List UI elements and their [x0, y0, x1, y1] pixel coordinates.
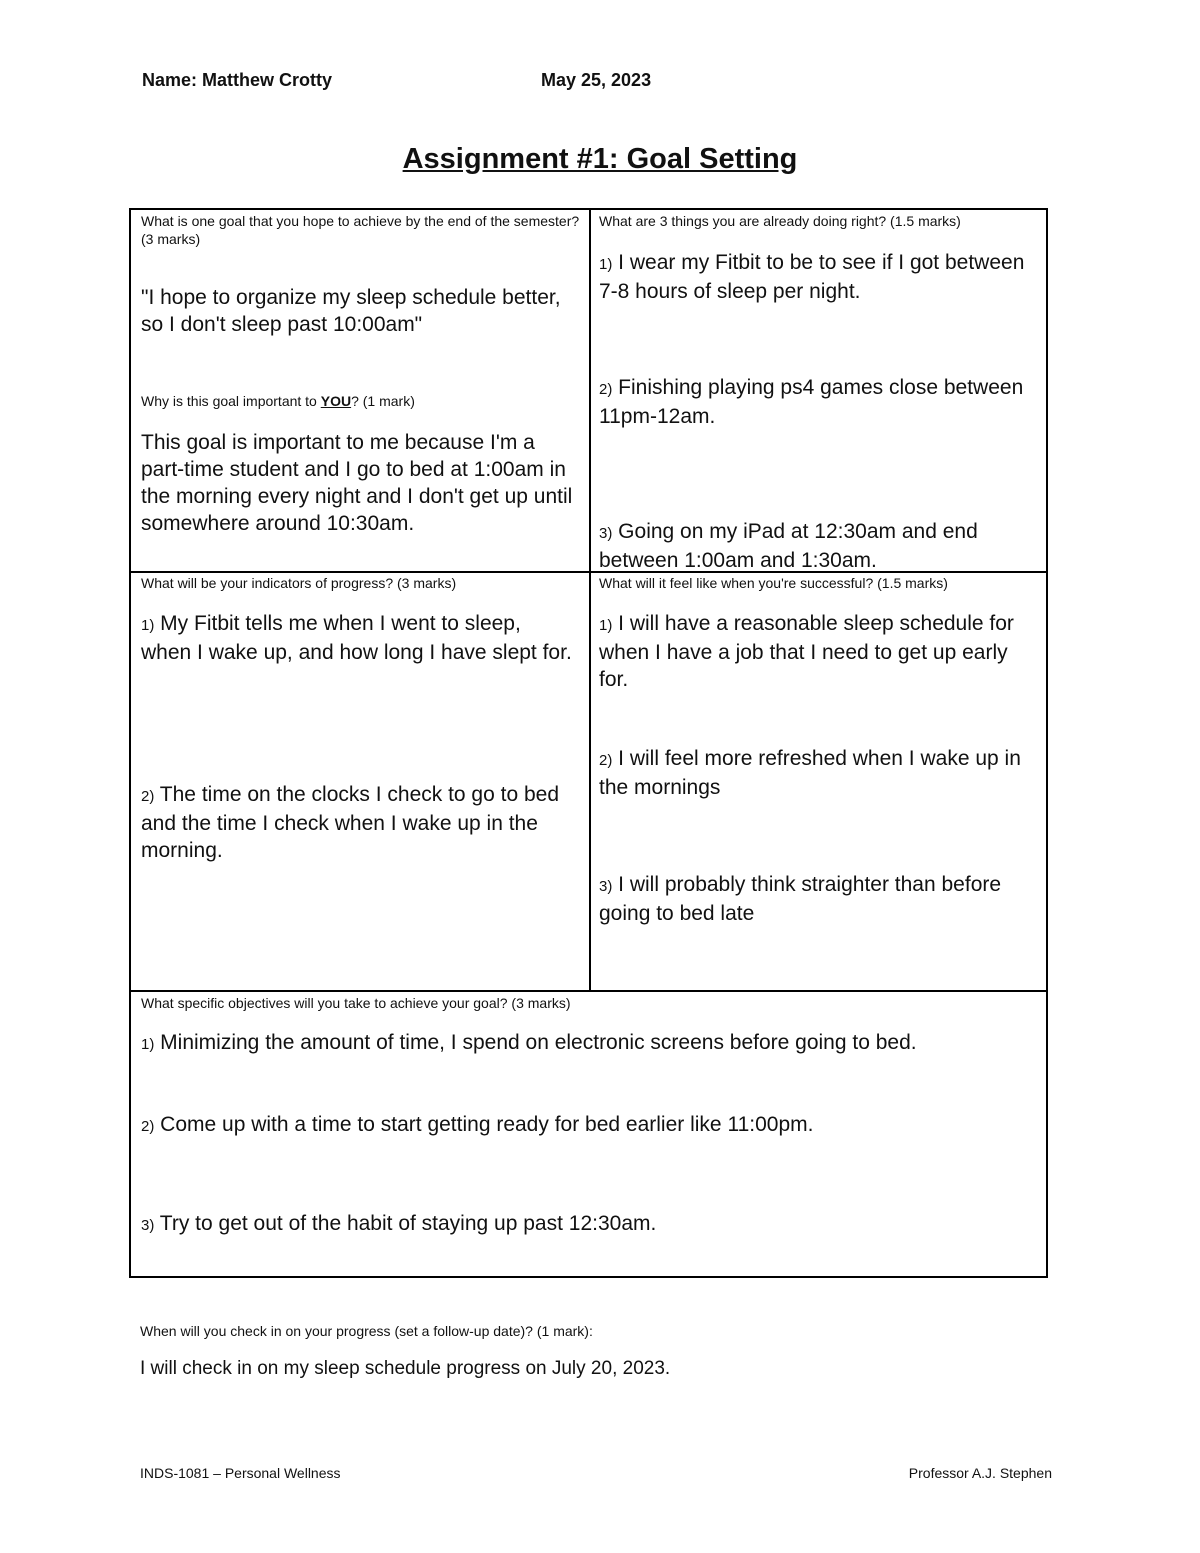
item-number: 3): [141, 1217, 155, 1234]
doing-right-item-2: [599, 374, 1039, 430]
item-number: 1): [599, 256, 613, 273]
importance-question: [141, 392, 581, 410]
goal-setting-table: [129, 208, 1048, 1278]
item-number: 1): [141, 617, 155, 634]
row-divider-2: [131, 990, 1046, 992]
item-text: I wear my Fitbit to be to see if I got between 7-8 hours of sleep per night.: [599, 251, 1025, 303]
item-text: I will feel more refreshed when I wake up in the mornings: [599, 747, 1021, 799]
objectives-item-1: [141, 1029, 1036, 1058]
indicators-question: What will be your indicators of progress? (3 marks): [141, 575, 457, 591]
doing-right-question: What are 3 things you are already doing right? (1.5 marks): [599, 213, 961, 229]
footer-course: INDS-1081 – Personal Wellness: [140, 1465, 341, 1481]
item-number: 3): [599, 878, 613, 895]
item-text: I will have a reasonable sleep schedule for when I have a job that I need to get up early for.: [599, 612, 1014, 691]
item-number: 3): [599, 525, 613, 542]
importance-answer: This goal is important to me because I'm a part-time student and I go to bed at 1:00am in the morning every night and I don't get up until somewhere around 10:30am.: [141, 431, 573, 535]
item-text: My Fitbit tells me when I went to sleep, when I wake up, and how long I have slept for.: [141, 612, 572, 664]
doing-right-item-3: [599, 518, 1039, 574]
importance-question-prefix: Why is this goal important to: [141, 393, 321, 409]
goal-answer: "I hope to organize my sleep schedule better, so I don't sleep past 10:00am": [141, 286, 561, 336]
importance-question-suffix: ? (1 mark): [351, 393, 415, 409]
item-text: Try to get out of the habit of staying up past 12:30am.: [154, 1212, 657, 1235]
item-text: I will probably think straighter than before going to bed late: [599, 873, 1002, 925]
item-text: Finishing playing ps4 games close between 11pm-12am.: [599, 376, 1024, 428]
success-item-2: [599, 745, 1039, 801]
objectives-item-3: [141, 1210, 1036, 1239]
item-text: The time on the clocks I check to go to bed and the time I check when I wake up in the morning.: [141, 783, 560, 862]
objectives-item-2: [141, 1111, 1036, 1140]
item-text: Come up with a time to start getting ready for bed earlier like 11:00pm.: [154, 1113, 814, 1136]
success-item-3: [599, 871, 1039, 927]
column-divider: [589, 210, 591, 992]
doing-right-item-1: [599, 249, 1039, 305]
item-number: 1): [599, 617, 613, 634]
goal-question: What is one goal that you hope to achieve by the end of the semester? (3 marks): [141, 213, 580, 247]
indicators-item-1: [141, 610, 576, 666]
item-text: Minimizing the amount of time, I spend on electronic screens before going to bed.: [154, 1031, 917, 1054]
success-question: What will it feel like when you're successful? (1.5 marks): [599, 575, 948, 591]
item-number: 2): [599, 752, 613, 769]
objectives-question: What specific objectives will you take to achieve your goal? (3 marks): [141, 995, 571, 1011]
success-item-1: [599, 610, 1039, 693]
page-title: Assignment #1: Goal Setting: [402, 143, 798, 175]
item-number: 2): [141, 788, 155, 805]
followup-answer: I will check in on my sleep schedule progress on July 20, 2023.: [140, 1358, 671, 1379]
item-number: 2): [599, 381, 613, 398]
indicators-item-2: [141, 781, 576, 864]
item-number: 1): [141, 1036, 155, 1053]
footer-professor: Professor A.J. Stephen: [908, 1465, 1052, 1481]
item-number: 2): [141, 1118, 155, 1135]
followup-question: When will you check in on your progress (set a follow-up date)? (1 mark):: [140, 1323, 593, 1339]
assignment-date: May 25, 2023: [541, 70, 652, 90]
student-name: Name: Matthew Crotty: [142, 70, 333, 90]
importance-question-emphasis: YOU: [320, 393, 352, 409]
item-text: Going on my iPad at 12:30am and end between 1:00am and 1:30am.: [599, 520, 978, 572]
